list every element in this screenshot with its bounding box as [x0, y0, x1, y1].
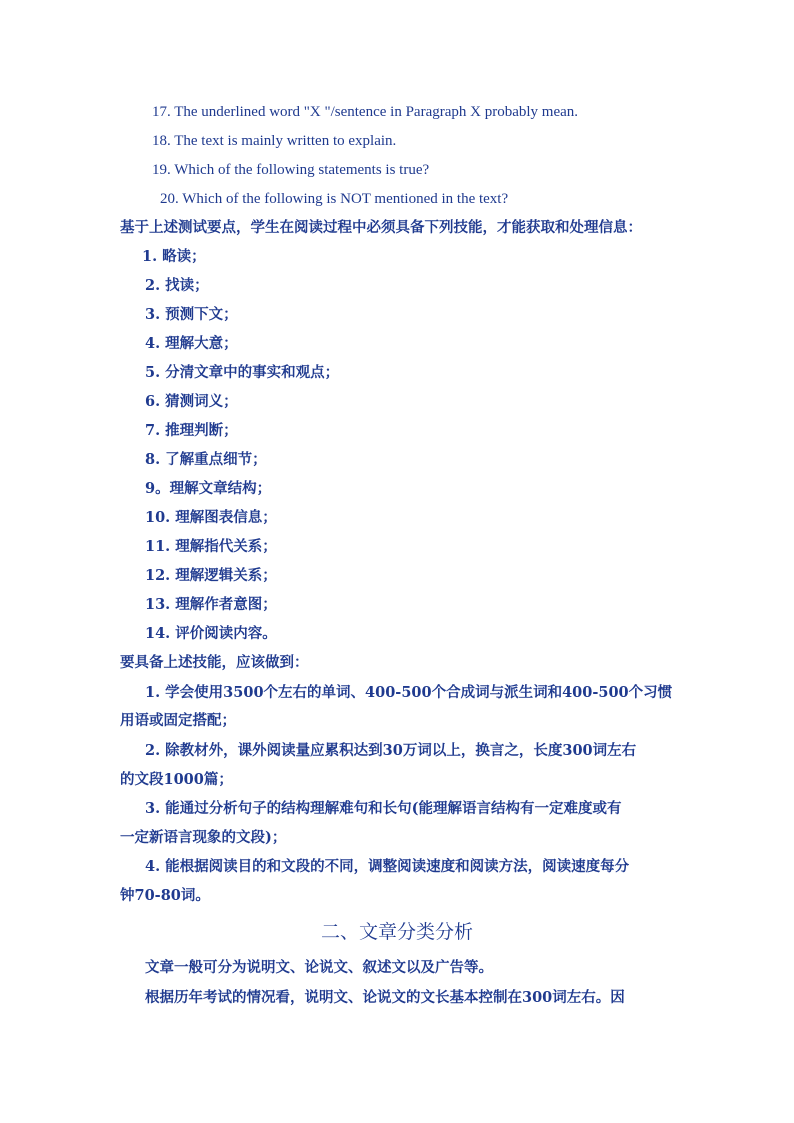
question-20: 20. Which of the following is NOT mentioned in the text?	[160, 191, 509, 207]
skill-item: 4. 理解大意；	[145, 335, 238, 352]
skills-intro: 基于上述测试要点，学生在阅读过程中必须具备下列技能，才能获取和处理信息：	[120, 219, 642, 236]
requirement-line: 3. 能通过分析句子的结构理解难句和长句(能理解语言结构有一定难度或有	[145, 800, 622, 817]
skill-item: 7. 推理判断；	[145, 422, 238, 439]
skill-item: 8. 了解重点细节；	[145, 451, 267, 468]
skill-item: 2. 找读；	[145, 277, 209, 294]
skill-item: 9。理解文章结构；	[145, 480, 272, 497]
skill-item: 13. 理解作者意图；	[145, 596, 277, 613]
requirement-line: 1. 学会使用3500个左右的单词、400-500个合成词与派生词和400-500个习惯	[145, 684, 673, 701]
question-17: 17. The underlined word "X "/sentence in Paragraph X probably mean.	[152, 104, 579, 120]
question-18: 18. The text is mainly written to explain.	[152, 133, 397, 149]
skill-item: 10. 理解图表信息；	[145, 509, 277, 526]
requirements-intro: 要具备上述技能，应该做到：	[120, 654, 309, 671]
skill-item: 11. 理解指代关系；	[145, 538, 277, 555]
requirement-line: 用语或固定搭配；	[120, 712, 236, 729]
skill-item: 6. 猜测词义；	[145, 393, 238, 410]
requirement-line: 一定新语言现象的文段)；	[120, 829, 287, 846]
skill-item: 1. 略读；	[142, 248, 206, 265]
requirement-line: 钟70-80词。	[120, 887, 210, 904]
requirement-line: 的文段1000篇；	[120, 771, 233, 788]
skill-item: 12. 理解逻辑关系；	[145, 567, 277, 584]
body-paragraph: 文章一般可分为说明文、论说文、叙述文以及广告等。	[145, 959, 493, 976]
skill-item: 5. 分清文章中的事实和观点；	[145, 364, 340, 381]
body-paragraph: 根据历年考试的情况看，说明文、论说文的文长基本控制在300词左右。因	[145, 989, 625, 1006]
section-heading: 二、文章分类分析	[320, 921, 473, 943]
question-19: 19. Which of the following statements is true?	[152, 162, 430, 178]
skill-item: 3. 预测下文；	[145, 306, 238, 323]
requirement-line: 2. 除教材外，课外阅读量应累积达到30万词以上，换言之，长度300词左右	[145, 742, 637, 759]
skill-item: 14. 评价阅读内容。	[145, 625, 277, 642]
requirement-line: 4. 能根据阅读目的和文段的不同，调整阅读速度和阅读方法，阅读速度每分	[145, 858, 630, 875]
